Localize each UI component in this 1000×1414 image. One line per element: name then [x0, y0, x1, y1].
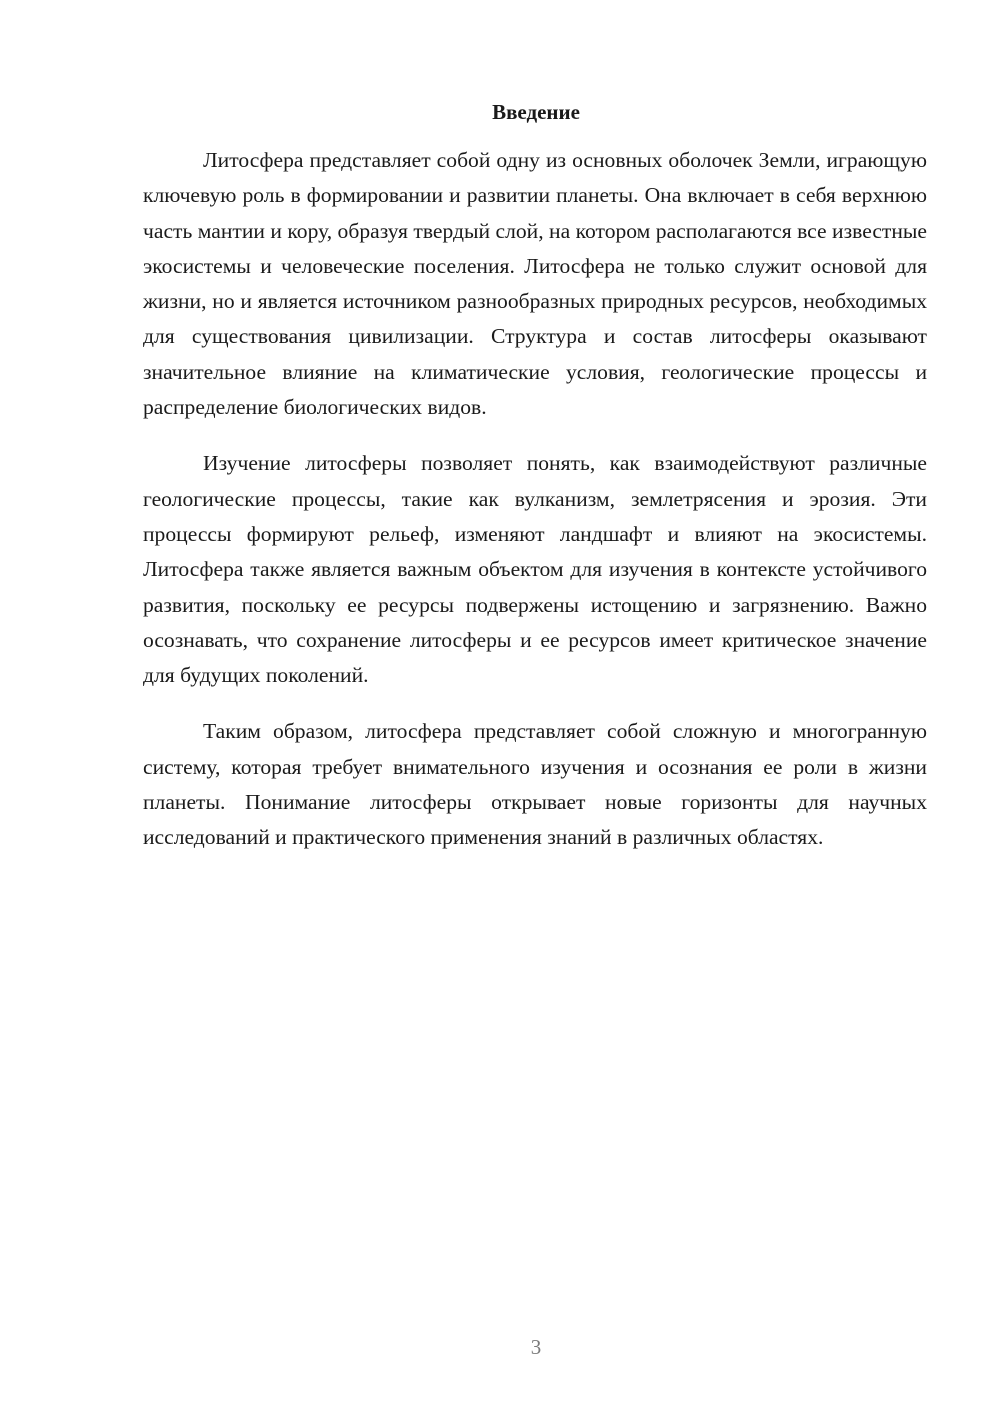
section-title: Введение — [492, 100, 580, 124]
body-text — [143, 143, 927, 877]
paragraph-2: Изучение литосферы позволяет понять, как взаимодействуют различные геологические процессы, такие как вулканизм, землетрясения и эрозия. Эти процессы формируют рельеф, изменяют ландшафт и влияют на экосистемы. Литосфера также является важным объектом для изучения в контексте устойчивого развития, поскольку ее ресурсы подвержены истощению и загрязнению. Важно осознавать, что сохранение литосферы и ее ресурсов имеет критическое значение для будущих поколений. — [143, 451, 927, 688]
paragraph-1: Литосфера представляет собой одну из основных оболочек Земли, играющую ключевую роль в формировании и развитии планеты. Она включает в себя верхнюю часть мантии и кору, образуя твердый слой, на котором располагаются все известные экосистемы и человеческие поселения. Литосфера не только служит основой для жизни, но и является источником разнообразных природных ресурсов, необходимых для существования цивилизации. Структура и состав литосферы оказывают значительное влияние на климатические условия, геологические процессы и распределение биологических видов. — [143, 148, 927, 420]
paragraph-3: Таким образом, литосфера представляет собой сложную и многогранную систему, которая требует внимательного изучения и осознания ее роли в жизни планеты. Понимание литосферы открывает новые горизонты для научных исследований и практического применения знаний в различных областях. — [143, 719, 927, 850]
page-number: 3 — [530, 1335, 542, 1359]
